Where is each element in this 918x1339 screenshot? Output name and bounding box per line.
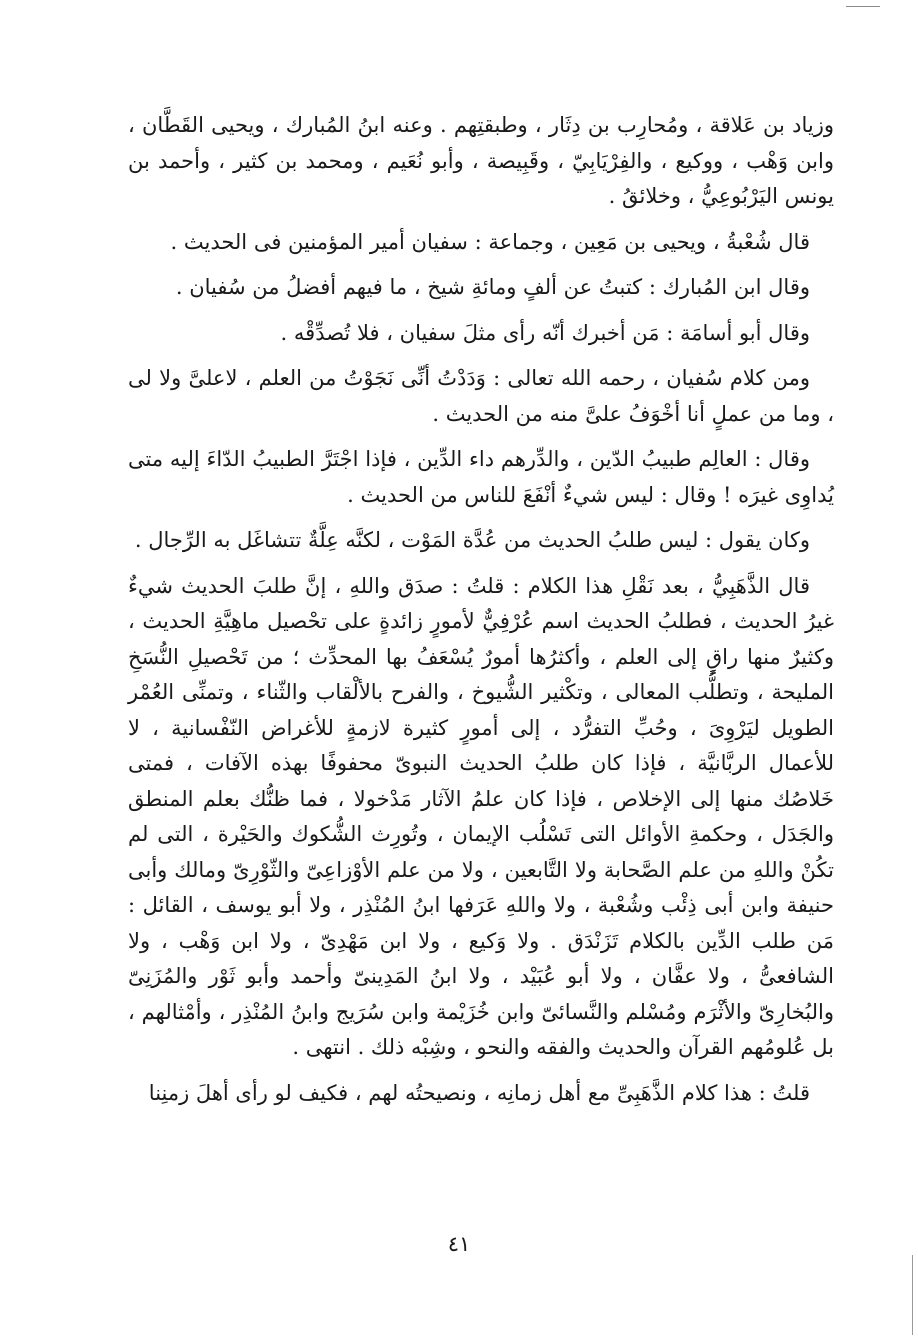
paragraph-8: قال الذَّهَبِيُّ ، بعد نَقْلِ هذا الكلام : قلتُ : صدَق واللهِ ، إنَّ طلبَ الحديث شيءٌ غيرُ الحديث ، فطلبُ الحديث اسم عُرْفِيٌّ لأمورٍ زائدةٍ على تحْصيل ماهِيَّةِ الحديث ، وكثيرٌ منها راقٍ إلى العلم ، وأكثرُها أمورٌ يُسْعَفُ بها المحدِّث ؛ من تَحْصيلِ النُّسَخِ المليحة ، وتطلُّب المعالى ، وتكْثير الشُّيوخ ، والفرح بالألْقاب والثّناء ، وتمنِّى العُمْر الطويل ليَرْوِىَ ، وحُبِّ التفرُّد ، إلى أمورٍ كثيرة لازمةٍ للأغراض النّفْسانية ، لا للأعمال الربَّانيَّة ، فإذا كان طلبُ الحديث النبوىّ محفوفًا بهذه الآفات ، فمتى خَلاصُك منها إلى الإخلاص ، فإذا كان علمُ الآثار مَدْخولا ، فما ظنُّك بعلم المنطق والجَدَل ، وحكمةِ الأوائل التى تَسْلُب الإيمان ، وتُورِث الشُّكوك والحَيْرة ، التى لم تكُنْ واللهِ من علم الصَّحابة ولا التَّابعين ، ولا من علم الأوْزاعِىّ والثّوْرِىّ ومالك وأبى حنيفة وابن أبى ذِئْب وشُعْبة ، ولا واللهِ عَرَفها ابنُ المُنْذِر ، ولا أبو يوسف ، القائل : مَن طلب الدِّين بالكلام تَزَنْدَق . ولا وَكيع ، ولا ابن مَهْدِىّ ، ولا ابن وَهْب ، ولا الشافعىُّ ، ولا عفَّان ، ولا أبو عُبَيْد ، ولا ابنُ المَدِينىّ وأحمد وأبو ثَوْر والمُزَنِىّ والبُخارِىّ والأثْرَم ومُسْلم والنَّسائىّ وابن خُزَيْمة وابن سُرَيج وابنُ المُنْذِر ، وأمْثالهم ، بل عُلومُهم القرآن والحديث والفقه والنحو ، وشِبْه ذلك . انتهى . xyxy=(128,573,834,1059)
paragraph-3: وقال ابن المُبارك : كتبتُ عن ألفٍ ومائةِ شيخ ، ما فيهم أفضلُ من سُفيان . xyxy=(175,275,810,299)
paragraph-1: وزياد بن عَلاقة ، ومُحارِب بن دِثَار ، وطبقتِهم . وعنه ابنُ المُبارك ، ويحيى القَطَّان ، وابن وَهْب ، ووكيع ، والفِرْيَابِيّ ، وقَبِيصة ، وأبو نُعَيم ، ومحمد بن كثير ، وأحمد بن يونس اليَرْبُوعِيُّ ، وخلائقُ . xyxy=(128,113,834,208)
paragraph-2: قال شُعْبةُ ، ويحيى بن مَعِين ، وجماعة : سفيان أمير المؤمنين فى الحديث . xyxy=(170,229,810,254)
paragraph-5: ومن كلام سُفيان ، رحمه الله تعالى : وَدَدْتُ أنِّى نَجَوْتُ من العلم ، لاعلىَّ ولا لى ، وما من عملٍ أنا أخْوَفُ علىَّ منه من الحديث . xyxy=(128,366,834,426)
paragraph-6: وقال : العالِم طبيبُ الدّين ، والدِّرهم داء الدِّين ، فإذا اجْتَرَّ الطبيبُ الدّاءَ إليه متى يُداوِى غيرَه ! وقال : ليس شيءٌ أنْفَعَ للناس من الحديث . xyxy=(128,447,834,507)
scan-edge-line-right xyxy=(912,1255,913,1335)
paragraph-7: وكان يقول : ليس طلبُ الحديث من عُدَّة المَوْت ، لكنَّه عِلَّةٌ تتشاغَل به الرِّجال . xyxy=(134,528,810,552)
scan-edge-line-top xyxy=(846,6,880,7)
page-number: ٤١ xyxy=(447,1232,471,1256)
paragraph-4: وقال أبو أسامَة : مَن أخبرك أنّه رأى مثلَ سفيان ، فلا تُصدِّقْه . xyxy=(280,320,810,345)
page-body xyxy=(128,108,834,1121)
paragraph-9: قلتُ : هذا كلام الذَّهَبِىِّ مع أهل زمانِه ، ونصيحتُه لهم ، فكيف لو رأى أهلَ زمنِنا xyxy=(148,1080,810,1105)
